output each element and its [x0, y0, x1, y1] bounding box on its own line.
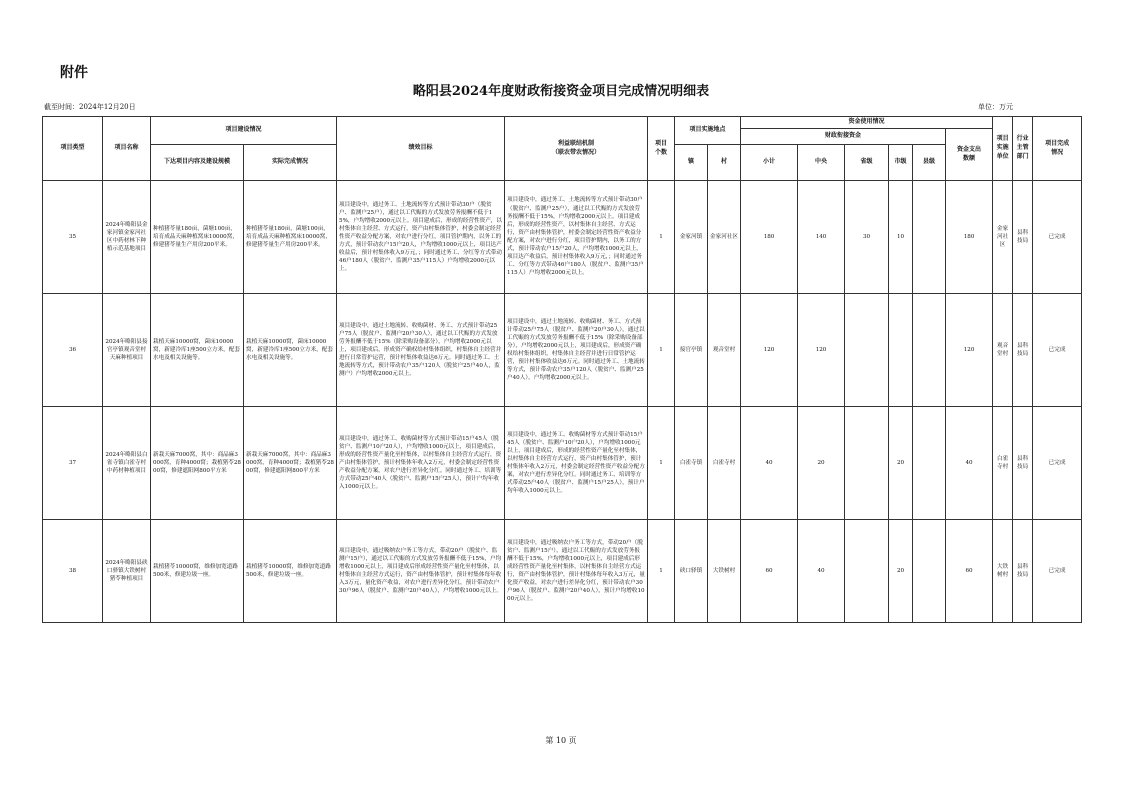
cell-province [845, 294, 889, 407]
col-village: 村 [708, 145, 741, 181]
col-planned-content: 下达项目内容及建设规模 [151, 145, 244, 181]
cell-dept: 县科技局 [1013, 520, 1033, 623]
cell-count: 1 [648, 407, 675, 520]
col-construction: 项目建设情况 [151, 117, 337, 145]
cell-town: 金家河镇 [675, 181, 708, 294]
cell-actual: 栽植天麻10000窝，菌床10000窝，新建冷库1座500立方米，配套水电及相关设施等。 [244, 294, 337, 407]
cell-impl-unit: 白雀寺村 [993, 407, 1013, 520]
cell-type: 36 [43, 294, 103, 407]
cell-subtotal: 120 [741, 294, 798, 407]
page-number: 第 10 页 [545, 736, 577, 745]
col-count: 项目 个数 [648, 117, 675, 181]
cell-planned: 栽植天麻10000窝，菌床10000窝，新建冷库1座500立方米，配套水电及相关设施等。 [151, 294, 244, 407]
cell-village: 观音堂村 [708, 294, 741, 407]
col-subtotal: 小计 [741, 145, 798, 181]
cell-benefit: 项目建设中，通过土地流转、收购菌材、务工、方式预计带动25户75人（脱贫户、监测户20户30人），通过以工代赈的方式发放劳务报酬不低于15%（除采购设备部分），户均增收2000元以上，项目建成后，形成资产确权给村集体组织，村集体自主经营并进行日常管护运营，预计村集体收益达6万元。同时通过务工、土地流转等方式，预计带动农户35户120人（脱贫户、监测户25户40人），户均增收2000元以上。 [505, 294, 648, 407]
cell-status: 已完成 [1033, 407, 1082, 520]
cell-name: 2024年略阳县金家河镇金家河社区中药材林下种植示范基地项目 [103, 181, 151, 294]
cell-count: 1 [648, 520, 675, 623]
cell-type: 35 [43, 181, 103, 294]
cell-subtotal: 60 [741, 520, 798, 623]
col-fiscal-fund: 财政衔接资金 [741, 129, 946, 145]
unit-label: 单位：万元 [978, 103, 1013, 111]
cell-village: 大铁树村 [708, 520, 741, 623]
col-spent: 资金支出 数额 [946, 129, 993, 181]
cell-planned: 新栽天麻7000窝，其中：商品麻3000窝，育种4000窝；栽植猪苓2800窝，修建遮阳网800平方米 [151, 407, 244, 520]
cell-province [845, 520, 889, 623]
cell-actual: 新栽天麻7000窝，其中：商品麻3000窝，育种4000窝；栽植猪苓2800窝，修建遮阳网800平方米 [244, 407, 337, 520]
attachment-label: 附件 [60, 65, 88, 81]
cell-dept: 县科技局 [1013, 407, 1033, 520]
col-county: 县级 [913, 145, 946, 181]
cell-central: 120 [798, 294, 845, 407]
cell-dept: 县科技局 [1013, 294, 1033, 407]
col-project-name: 项目名称 [103, 117, 151, 181]
cell-planned: 种植猪苓量180亩，菌塘100亩，培育成品天麻种植窝床10000窝，修建猪苓量生产用房200平米。 [151, 181, 244, 294]
table-row [43, 294, 1082, 407]
col-province: 省级 [845, 145, 889, 181]
cell-village: 白雀寺村 [708, 407, 741, 520]
project-table [42, 116, 1082, 623]
cell-central: 20 [798, 407, 845, 520]
cell-county [913, 181, 946, 294]
cell-county [913, 520, 946, 623]
cell-name: 2024年略阳县白雀寺镇白雀寺村中药材种植项目 [103, 407, 151, 520]
cell-subtotal: 180 [741, 181, 798, 294]
cell-benefit: 项目建设中，通过吸纳农户务工等方式，带动20户（脱贫户、监测户15户），通过以工代赈的方式发放劳务报酬不低于15%，户均增收1000元以上，项目建成后形成经营性资产量化至村集体，以村集体自主经营方式运行，资产由村集体管护，预计村集体每年收入3万元，量化资产收益，对农户进行差异化分红，预计带动农户30户96人（脱贫户、监测户20户40人），预计户均增收1000元以上。 [505, 520, 648, 623]
cell-spent: 60 [946, 520, 993, 623]
cell-village: 金家河社区 [708, 181, 741, 294]
col-central: 中央 [798, 145, 845, 181]
cell-city: 20 [889, 407, 913, 520]
cell-central: 40 [798, 520, 845, 623]
table-row [43, 520, 1082, 623]
cell-province: 30 [845, 181, 889, 294]
cell-province [845, 407, 889, 520]
cell-benefit: 项目建设中，通过务工、收购菌材等方式预计带动15户45人（脱贫户、监测户10户20人），户均增收1000元以上，项目建成后，形成的经营性资产量化至村集体，以村集体自主经营方式运行，资产由村集体管护，预计村集体年收入2万元，村委会制定经营性资产收益分配方案，对农户进行差异化分红。同时通过务工、培训等方式带动25户40人（脱贫户、监测户15户25人），预计户均年收入1000元以上。 [505, 407, 648, 520]
cell-county [913, 407, 946, 520]
cell-city: 20 [889, 520, 913, 623]
cell-type: 37 [43, 407, 103, 520]
cell-status: 已完成 [1033, 181, 1082, 294]
cell-name: 2024年略阳县硖口驿镇大铁树村猪苓种植项目 [103, 520, 151, 623]
col-actual: 实际完成情况 [244, 145, 337, 181]
col-dept: 行业 主管 部门 [1013, 117, 1033, 181]
cell-performance: 项目建设中，通过务工、收购菌材等方式预计带动15户45人（脱贫户、监测户10户20人），户均增收1000元以上，项目建成后，形成的经营性资产量化至村集体，以村集体自主经营方式运行，资产由村集体管护，预计村集体年收入2万元，村委会制定经营性资产收益分配方案，对农户进行差异化分红。同时通过务工、培训等方式带动25户40人（脱贫户、监测户15户25人），预计户均年收入1000元以上。 [337, 407, 505, 520]
col-benefit: 利益联结机制 （联农带农情况） [505, 117, 648, 181]
cell-town: 接官亭镇 [675, 294, 708, 407]
cell-subtotal: 40 [741, 407, 798, 520]
cell-performance: 项目建设中，通过土地流转、收购菌材、务工、方式预计带动25户75人（脱贫户、监测户20户30人），通过以工代赈的方式发放劳务报酬不低于15%（除采购设备部分），户均增收2000元以上，项目建成后，形成资产确权给村集体组织，村集体自主经营并进行日常管护运营，预计村集体收益达6万元。同时通过务工、土地流转等方式，预计带动农户35户120人（脱贫户25户40人，监测户）户均增收2000元以上。 [337, 294, 505, 407]
cell-actual: 栽植猪苓10000窝，维修加宽道路500米，修建垃圾一座。 [244, 520, 337, 623]
cell-count: 1 [648, 181, 675, 294]
cell-impl-unit: 观音堂村 [993, 294, 1013, 407]
document-title: 略阳县2024年度财政衔接资金项目完成情况明细表 [412, 84, 710, 99]
col-location: 项目实施地点 [675, 117, 741, 145]
cell-spent: 180 [946, 181, 993, 294]
cell-benefit: 项目建设中，通过务工、土地流转等方式预计带动30户（脱贫户、监测户25户），通过以工代赈的方式发放劳务报酬不低于15%，户均增收2000元以上。项目建成后，形成的经营性资产，以村集体自主经营、方式运行，资产由村集体管护，村委会制定经营性资产收益分配方案，对农户进行分红，项目管护期内，以务工的方式，预计带动农户15户20人，户均增收1000元以上，项目达产收益后，预计村集体收入9万元，；同时通过务工、分红等方式带动46户180人（脱贫户、监测户35户115人）户均增收2000元以上。 [505, 181, 648, 294]
col-status: 项目完成 情况 [1033, 117, 1082, 181]
col-impl-unit: 项目 实施 单位 [993, 117, 1013, 181]
cell-name: 2024年略阳县接官亭镇观音堂村天麻种植项目 [103, 294, 151, 407]
cell-status: 已完成 [1033, 520, 1082, 623]
cell-central: 140 [798, 181, 845, 294]
cell-spent: 120 [946, 294, 993, 407]
cell-status: 已完成 [1033, 294, 1082, 407]
col-city: 市级 [889, 145, 913, 181]
col-fund-usage: 资金使用情况 [741, 117, 993, 129]
col-project-type: 项目类型 [43, 117, 103, 181]
cell-impl-unit: 金家河社区 [993, 181, 1013, 294]
cell-city [889, 294, 913, 407]
cell-count: 1 [648, 294, 675, 407]
col-performance: 绩效目标 [337, 117, 505, 181]
cell-dept: 县科技局 [1013, 181, 1033, 294]
cell-planned: 栽植猪苓10000窝，维修加宽道路500米，修建垃圾一座。 [151, 520, 244, 623]
cell-performance: 项目建设中，通过吸纳农户务工等方式，带动20户（脱贫户、监测户15户），通过以工代赈的方式发放劳务报酬不低于15%，户均增收1000元以上，项目建成后形成经营性资产量化至村集体，以村集体自主经营方式运行，资产由村集体管护，预计村集体每年收入3万元，量化资产收益，对农户进行差异化分红，预计带动农户30户96人（脱贫户、监测户20户40人），户均增收1000元以上。 [337, 520, 505, 623]
cell-performance: 项目建设中，通过务工、土地流转等方式预计带动30户（脱贫户、监测户25户），通过以工代赈的方式发放劳务报酬不低于15%，户均增收2000元以上。项目建成后，形成的经营性资产，以村集体自主经营、方式运行，资产由村集体管护，村委会制定经营性资产收益分配方案，对农户进行分红，项目管护期内，以务工的方式，预计带动农户15户20人，户均增收1000元以上，项目达产收益后，预计村集体收入9万元，；同时通过务工、分红等方式带动46户180人（脱贫户、监测户35户115人）户均增收2000元以上。 [337, 181, 505, 294]
cell-town: 硖口驿镇 [675, 520, 708, 623]
cell-county [913, 294, 946, 407]
cell-city: 10 [889, 181, 913, 294]
table-row [43, 407, 1082, 520]
cell-town: 白雀寺镇 [675, 407, 708, 520]
col-town: 镇 [675, 145, 708, 181]
cell-impl-unit: 大铁树村 [993, 520, 1013, 623]
cell-actual: 种植猪苓量180亩，菌塘100亩，培育成品天麻种植窝床10000窝，修建猪苓量生产用房200平米。 [244, 181, 337, 294]
cell-type: 38 [43, 520, 103, 623]
table-row [43, 181, 1082, 294]
cutoff-date: 截至时间：2024年12月20日 [44, 103, 136, 111]
cell-spent: 40 [946, 407, 993, 520]
